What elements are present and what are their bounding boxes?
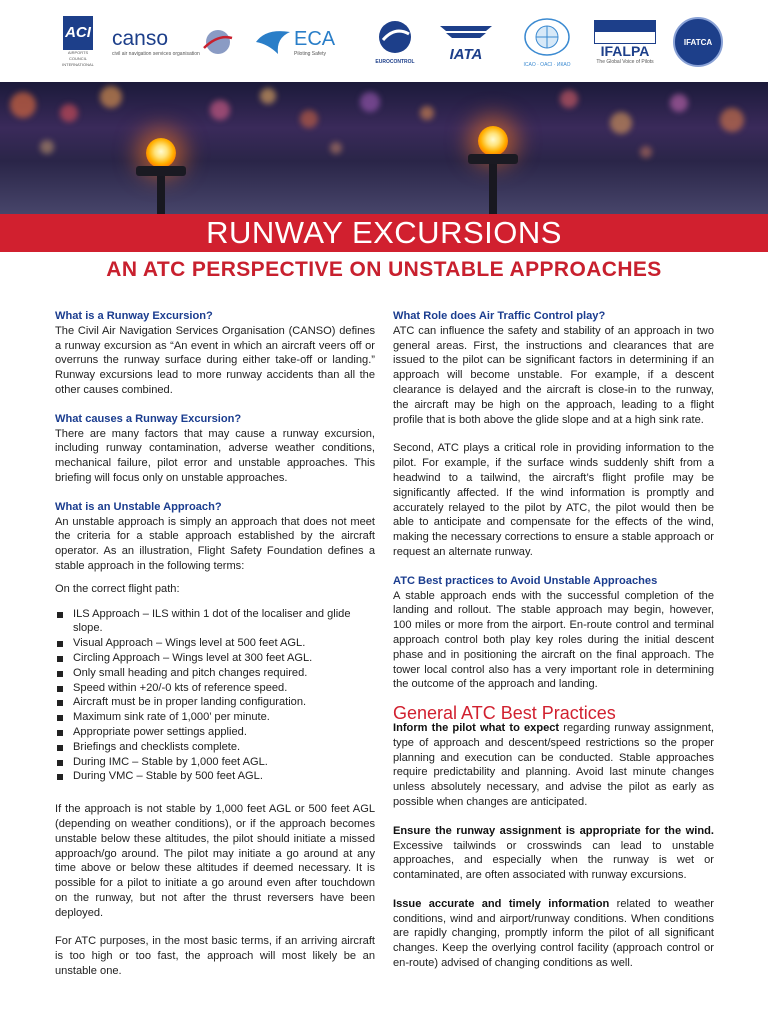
- section-title-general-atc-best-practices: General ATC Best Practices: [393, 703, 616, 724]
- paragraph: Second, ATC plays a critical role in providing information to the pilot. For example, if the surface winds suddenly shift from a headwind to a tailwind, the aircraft’s flight profile may be significantly affected. If the wind information is promptly and accurately relayed to the pilot by ATC, the pilot would then be able to anticipate and compensate for the effects of the wind, making the necessary corrections to ensure a stable approach or request an alternate runway.: [393, 442, 714, 558]
- list-item: Aircraft must be in proper landing configuration.: [55, 695, 375, 710]
- paragraph-lead: Issue accurate and timely information: [393, 897, 610, 910]
- bokeh-light: [330, 142, 342, 154]
- ifalpa-emblem-icon: [594, 20, 656, 44]
- aci-logo-caption: AIRPORTS COUNCIL INTERNATIONAL: [62, 50, 94, 67]
- canso-logo: [112, 14, 237, 70]
- ifatca-wordmark: IFATCA: [683, 37, 713, 47]
- heading-atc-best-practices: ATC Best practices to Avoid Unstable Approaches: [393, 574, 658, 587]
- left-column: [55, 309, 375, 979]
- ifalpa-wordmark: IFALPA: [600, 42, 650, 59]
- bokeh-light: [10, 92, 36, 118]
- ifalpa-logo: [592, 14, 658, 70]
- eurocontrol-caption: EUROCONTROL: [375, 58, 415, 65]
- eca-caption: Piloting Safety: [294, 50, 326, 57]
- paragraph: If the approach is not stable by 1,000 feet AGL or 500 feet AGL (depending on weather conditions), or if the approach becomes unstable below these altitudes, the pilot should initiate a missed approach/go around. The pilot may initiate a go around at any time above or below these altitudes if deemed necessary. It is possible for a pilot to initiate a go around even after touchdown on the runway, but not after the thrust reversers have been deployed.: [55, 803, 375, 919]
- bokeh-light: [640, 146, 652, 158]
- paragraph: [393, 721, 714, 810]
- bokeh-light: [560, 90, 578, 108]
- paragraph: On the correct flight path:: [55, 582, 180, 595]
- bokeh-light: [420, 106, 434, 120]
- heading-what-causes-runway-excursion: What causes a Runway Excursion?: [55, 412, 242, 425]
- logo-strip: [0, 0, 768, 82]
- paragraph: A stable approach ends with the successful completion of the landing and rollout. The stable approach may begin, however, 100 miles or more from the airport. En-route control and terminal approach control both play key roles during the initial descent phase and in positioning the aircraft on the final approach. The tower local control also has a very important role in determining the outcome of the approach and landing.: [393, 589, 714, 691]
- paragraph-lead: Inform the pilot what to expect: [393, 721, 560, 734]
- runway-lamp-post: [157, 176, 165, 214]
- paragraph: [393, 897, 714, 971]
- paragraph-body: related to weather conditions, wind and airport/runway conditions. When conditions are rapidly changing, promptly inform the pilot of all significant changes. Keep the overlying control facility (approach control or en-route) advised of changing conditions as well.: [393, 897, 714, 970]
- eurocontrol-emblem-icon: [377, 20, 413, 54]
- bokeh-light: [670, 94, 688, 112]
- heading-what-is-unstable-approach: What is an Unstable Approach?: [55, 500, 222, 513]
- iata-wings-icon: [438, 22, 494, 42]
- icao-caption: ICAO · OACI · ИКАО: [523, 61, 571, 68]
- runway-lamp-housing: [468, 154, 518, 164]
- bokeh-light: [100, 86, 122, 108]
- eca-wordmark: ECA: [294, 27, 336, 50]
- bokeh-light: [40, 140, 54, 154]
- eca-logo: [254, 14, 352, 70]
- list-item: ILS Approach – ILS within 1 dot of the localiser and glide slope.: [55, 607, 375, 637]
- paragraph: An unstable approach is simply an approach that does not meet the criteria for a stable approach established by the aircraft operator. As an illustration, Flight Safety Foundation defines a stable approach in the following terms:: [55, 515, 375, 572]
- canso-wordmark: canso: [112, 27, 169, 50]
- paragraph: For ATC purposes, in the most basic terms, if an arriving aircraft is too high or too fast, the approach will most likely be an unstable one.: [55, 935, 375, 978]
- canso-globe-icon: [202, 26, 234, 58]
- paragraph-body: regarding runway assignment, type of approach and descent/speed restrictions so the proper planning and execution can be conducted. Stable approaches require predictability and planning. Avoid last minute changes unless absolutely necessary, and advise the pilot as early as possible when changes are anticipated.: [393, 721, 714, 808]
- list-item: Speed within +20/-0 kts of reference speed.: [55, 681, 375, 696]
- runway-lamp-post: [489, 164, 497, 214]
- bokeh-light: [60, 104, 78, 122]
- list-item: Circling Approach – Wings level at 300 feet AGL.: [55, 651, 375, 666]
- list-item: During IMC – Stable by 1,000 feet AGL.: [55, 755, 375, 770]
- bokeh-light: [360, 92, 380, 112]
- heading-what-is-runway-excursion: What is a Runway Excursion?: [55, 310, 213, 322]
- icao-globe-icon: [520, 17, 574, 57]
- bokeh-light: [610, 112, 632, 134]
- paragraph: The Civil Air Navigation Services Organisation (CANSO) defines a runway excursion as “An event in which an aircraft veers off or overruns the runway surface during either take-off or landing.” Runway excursions lead to more runway accidents than all the other causes combined.: [55, 324, 375, 396]
- iata-wordmark: IATA: [449, 45, 483, 63]
- list-item: Briefings and checklists complete.: [55, 740, 375, 755]
- list-item: Maximum sink rate of 1,000’ per minute.: [55, 710, 375, 725]
- right-column: [393, 309, 714, 971]
- eurocontrol-logo: [370, 14, 420, 70]
- stable-approach-criteria-list: [55, 607, 375, 785]
- paragraph: ATC can influence the safety and stability of an approach in two general areas. First, the instructions and clearances that are issued to the pilot can be significant factors in determining if an approach will become unstable. For example, if a descent clearance is delayed and the aircraft is close-in to the runway, the aircraft may be high on the approach, leading to a flight profile that is both above the glide slope and at a high sink rate.: [393, 324, 714, 426]
- paragraph-body: Excessive tailwinds or crosswinds can lead to unstable approaches, and especially when the runway is wet or contaminated, are often associated with runway excursions.: [393, 839, 714, 882]
- title-banner: [0, 214, 768, 252]
- list-item: During VMC – Stable by 500 feet AGL.: [55, 769, 375, 784]
- icao-logo: [516, 14, 578, 70]
- list-item: Only small heading and pitch changes required.: [55, 666, 375, 681]
- list-item: Visual Approach – Wings level at 500 feet AGL.: [55, 636, 375, 651]
- bokeh-light: [300, 110, 318, 128]
- hero-runway-lights-photo: [0, 82, 768, 214]
- aci-logo: [60, 14, 96, 70]
- list-item: Appropriate power settings applied.: [55, 725, 375, 740]
- bokeh-light: [210, 100, 230, 120]
- page-title: RUNWAY EXCURSIONS: [206, 215, 562, 250]
- runway-lamp: [478, 126, 508, 156]
- ifalpa-caption: The Global Voice of Pilots: [596, 58, 654, 65]
- paragraph: There are many factors that may cause a runway excursion, including runway contamination, adverse weather conditions, mechanical failure, pilot error and unstable approaches. This briefing will focus only on unstable approaches.: [55, 427, 375, 484]
- runway-lamp: [146, 138, 176, 168]
- heading-role-of-atc: What Role does Air Traffic Control play?: [393, 310, 606, 322]
- bokeh-light: [720, 108, 744, 132]
- runway-lamp-housing: [136, 166, 186, 176]
- page-subtitle: AN ATC PERSPECTIVE ON UNSTABLE APPROACHES: [106, 258, 662, 281]
- canso-caption: civil air navigation services organisation: [112, 51, 200, 57]
- ifatca-logo: [672, 14, 724, 70]
- paragraph-lead: Ensure the runway assignment is appropriate for the wind.: [393, 824, 714, 837]
- iata-logo: [434, 14, 498, 70]
- eca-bird-icon: [254, 28, 292, 56]
- aci-logo-mark: ACI: [63, 16, 93, 50]
- bokeh-light: [260, 88, 276, 104]
- paragraph: [393, 824, 714, 883]
